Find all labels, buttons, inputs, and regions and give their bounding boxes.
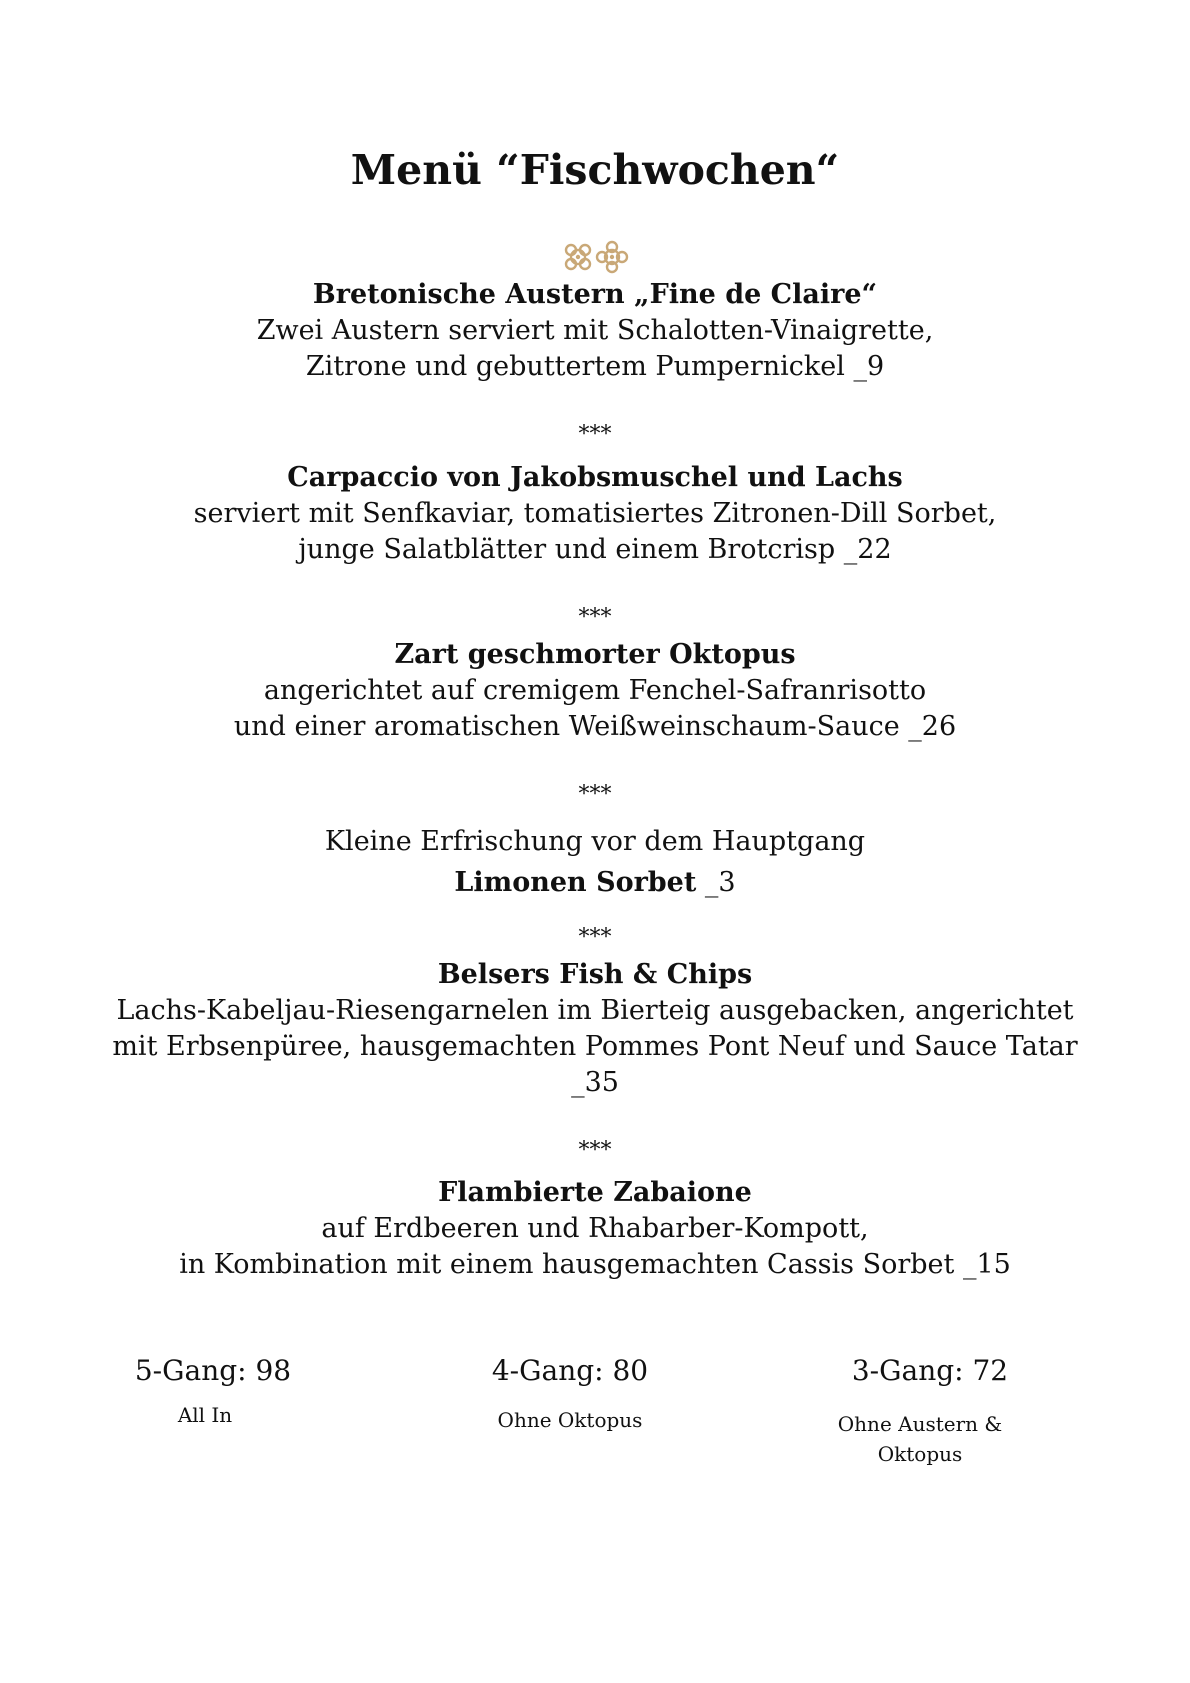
intermezzo-title: Limonen Sorbet <box>454 867 697 898</box>
price-3-gang-note: Ohne Austern & Oktopus <box>837 1412 1003 1466</box>
separator: *** <box>578 925 612 950</box>
course-6-desc-line-2: in Kombination mit einem hausgemachten Cassis Sorbet _15 <box>179 1249 1011 1280</box>
course-1-desc-line-1: Zwei Austern serviert mit Schalotten-Vinaigrette, <box>256 315 934 346</box>
separator: *** <box>578 1138 612 1163</box>
course-5-desc-line-3: _35 <box>571 1067 619 1098</box>
course-2-title: Carpaccio von Jakobsmuschel und Lachs <box>287 462 903 493</box>
intermezzo-intro: Kleine Erfrischung vor dem Hauptgang <box>324 826 866 857</box>
course-5-desc-line-2: mit Erbsenpüree, hausgemachten Pommes Pont Neuf und Sauce Tatar <box>112 1031 1078 1062</box>
price-5-gang-note: All In <box>177 1403 233 1427</box>
course-2-desc-line-2: junge Salatblätter und einem Brotcrisp _22 <box>298 534 892 565</box>
intermezzo-price: _3 <box>696 867 736 898</box>
course-3-desc-line-2: und einer aromatischen Weißweinschaum-Sauce _26 <box>233 711 957 742</box>
course-5-title: Belsers Fish & Chips <box>437 959 753 990</box>
price-4-gang-label: 4-Gang: 80 <box>491 1354 649 1387</box>
floral-ornament-icon <box>561 240 631 274</box>
price-5-gang-label: 5-Gang: 98 <box>134 1354 292 1387</box>
course-3-title: Zart geschmorter Oktopus <box>394 639 796 670</box>
course-1-desc-line-2: Zitrone und gebuttertem Pumpernickel _9 <box>305 351 885 382</box>
course-1-title: Bretonische Austern „Fine de Claire“ <box>312 279 878 310</box>
price-3-gang <box>790 1353 1070 1469</box>
separator: *** <box>578 605 612 630</box>
menu-title: Menü “Fischwochen“ <box>350 146 840 194</box>
course-6-desc-line-1: auf Erdbeeren und Rhabarber-Kompott, <box>321 1213 869 1244</box>
price-5-gang <box>73 1353 353 1430</box>
course-3-desc-line-1: angerichtet auf cremigem Fenchel-Safranrisotto <box>263 675 927 706</box>
price-3-gang-label: 3-Gang: 72 <box>851 1354 1009 1387</box>
price-4-gang <box>430 1353 710 1435</box>
intermezzo-line <box>60 865 1130 901</box>
separator: *** <box>578 782 612 807</box>
course-2-desc-line-1: serviert mit Senfkaviar, tomatisiertes Zitronen-Dill Sorbet, <box>193 498 997 529</box>
separator: *** <box>578 422 612 447</box>
course-6-title: Flambierte Zabaione <box>438 1177 752 1208</box>
course-5-desc-line-1: Lachs-Kabeljau-Riesengarnelen im Bierteig ausgebacken, angerichtet <box>116 995 1074 1026</box>
price-4-gang-note: Ohne Oktopus <box>497 1408 643 1432</box>
